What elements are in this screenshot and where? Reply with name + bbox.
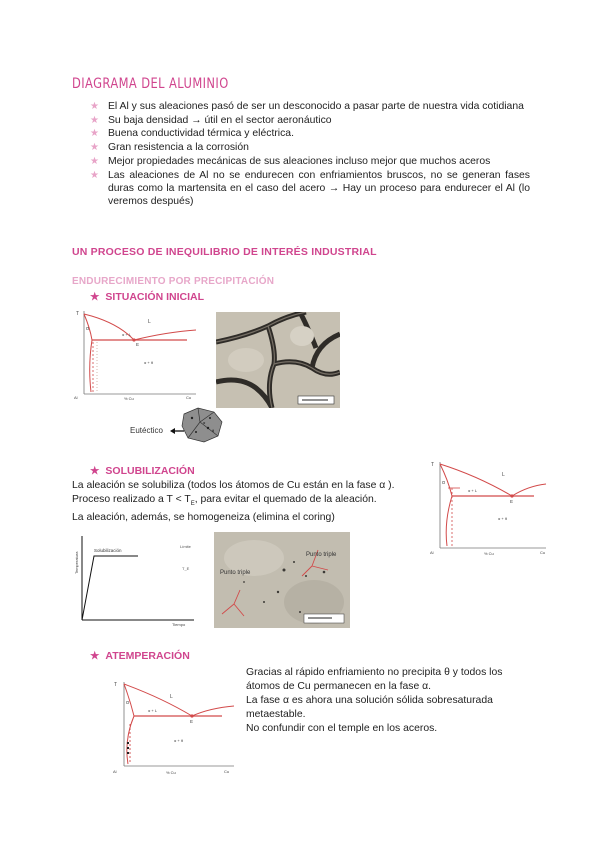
intro-bullet-list [90, 100, 530, 209]
triple-point-label: Punto triple [306, 552, 337, 558]
svg-text:T_E: T_E [182, 566, 190, 571]
list-item: ★ Buena conductividad térmica y eléctrica. [90, 128, 294, 140]
atemperacion-heading: ★ ATEMPERACIÓN [90, 650, 190, 662]
subsection-heading: ENDURECIMIENTO POR PRECIPITACIÓN [72, 276, 275, 287]
eutectic-label: Eutéctico [130, 426, 163, 435]
list-item: ★ Mejor propiedades mecánicas de sus aleaciones incluso mejor que muchos aceros [90, 155, 491, 167]
svg-text:Al: Al [74, 395, 78, 400]
grain-cluster [182, 408, 222, 442]
list-item: ★ Las aleaciones de Al no se endurecen con enfriamientos bruscos, no se generan fases duras como la martensita en el caso del acero → Hay un proceso para endurecer el Al (lo veremos después) [90, 169, 530, 207]
star-icon: ★ [90, 142, 99, 154]
list-item: ★ Gran resistencia a la corrosión [90, 142, 249, 154]
svg-text:T: T [431, 462, 435, 468]
temperature-curve [82, 556, 138, 620]
svg-text:α + L: α + L [468, 488, 478, 493]
svg-text:T: T [114, 682, 118, 688]
solubilizacion-heading: ★ SOLUBILIZACIÓN [90, 465, 195, 477]
arrow-left-icon [170, 428, 175, 434]
svg-text:Cu: Cu [186, 395, 192, 400]
micrograph-initial-image [216, 312, 340, 408]
micrograph-solubilized [214, 532, 350, 628]
svg-text:L: L [170, 694, 173, 700]
svg-text:L: L [148, 319, 151, 325]
situacion-heading: ★ SITUACIÓN INICIAL [90, 291, 205, 303]
svg-text:Cu: Cu [540, 550, 546, 555]
svg-text:θ: θ [212, 428, 215, 433]
svg-text:α + L: α + L [122, 332, 132, 337]
svg-text:E: E [136, 342, 140, 347]
page-title: DIAGRAMA DEL ALUMINIO [72, 76, 229, 92]
section-heading: UN PROCESO DE INEQUILIBRIO DE INTERÉS INDUSTRIAL [72, 246, 377, 258]
phase-diagram-atemperacion [110, 678, 238, 778]
star-icon: ★ [90, 128, 99, 140]
micrograph-solubilized-image [214, 532, 350, 628]
svg-text:α: α [203, 420, 206, 425]
micrograph-initial [216, 312, 340, 408]
svg-text:α + θ: α + θ [144, 360, 154, 365]
triple-point-label: Punto triple [220, 570, 251, 576]
svg-text:Temperatura: Temperatura [74, 551, 79, 574]
star-icon: ★ [90, 465, 100, 477]
svg-text:L: L [502, 472, 505, 478]
atemperacion-text: Gracias al rápido enfriamiento no precipita θ y todos los átomos de Cu permanecen en la fase α. La fase α es ahora una solución sólida sobresaturada metaestable. No confundir con el temple en los aceros. [246, 667, 503, 734]
star-icon: ★ [90, 650, 100, 662]
svg-text:Al: Al [430, 550, 434, 555]
svg-text:Tiempo: Tiempo [172, 622, 186, 627]
svg-text:% Cu: % Cu [484, 551, 494, 556]
graph-notes [178, 540, 208, 574]
svg-text:E: E [190, 719, 194, 724]
star-icon: ★ [90, 114, 99, 126]
phase-diagram-solubilizacion [428, 458, 552, 558]
star-icon: ★ [90, 291, 100, 303]
svg-text:α: α [86, 326, 89, 332]
svg-text:α: α [442, 480, 445, 486]
svg-text:Al: Al [113, 769, 117, 774]
svg-text:α: α [126, 700, 129, 706]
svg-text:Límite: Límite [180, 544, 191, 549]
eutectic-illustration [170, 404, 230, 444]
list-item: ★ El Al y sus aleaciones pasó de ser un desconocido a pasar parte de nuestra vida cotidiana [90, 101, 524, 112]
svg-text:% Cu: % Cu [166, 770, 176, 775]
svg-text:T: T [76, 311, 80, 317]
svg-text:% Cu: % Cu [124, 396, 134, 401]
phase-diagram-situacion [72, 306, 202, 402]
svg-text:Cu: Cu [224, 769, 230, 774]
svg-text:α + θ: α + θ [498, 516, 508, 521]
svg-text:α + θ: α + θ [174, 738, 184, 743]
liquidus-line-right [134, 330, 196, 340]
list-item: ★ Su baja densidad → útil en el sector aeronáutico [90, 114, 332, 126]
solubilizacion-text: La aleación se solubiliza (todos los átomos de Cu están en la fase α ). Proceso realizado a $T < T_E$, para evitar el quemado de la aleación. La aleación, además, se homogeneiza (elimina el coring) [72, 480, 395, 524]
solvus-line [90, 340, 92, 392]
star-icon: ★ [90, 155, 99, 167]
star-icon: ★ [90, 101, 99, 112]
svg-text:α + L: α + L [148, 708, 158, 713]
star-icon: ★ [90, 169, 99, 181]
svg-text:Solubilización: Solubilización [94, 548, 122, 553]
svg-text:E: E [510, 499, 514, 504]
